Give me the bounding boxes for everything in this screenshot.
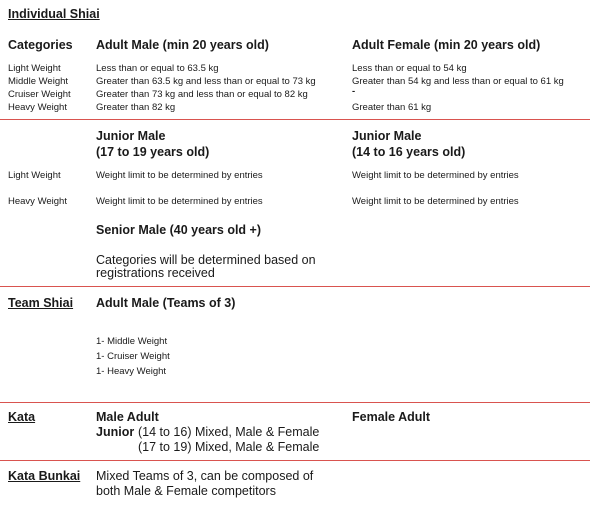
divider: [0, 460, 590, 461]
kata-title: Kata: [8, 410, 36, 424]
adult-male-cruiser: Greater than 73 kg and less than or equal to 82 kg: [96, 89, 308, 100]
divider: [0, 402, 590, 403]
adult-female-heavy: Greater than 61 kg: [352, 102, 432, 113]
adult-male-light: Less than or equal to 63.5 kg: [96, 63, 219, 74]
kata-bunkai-line-2: both Male & Female competitors: [96, 484, 276, 498]
junior-a-heavy: Weight limit to be determined by entries: [96, 196, 263, 207]
senior-male-heading: Senior Male (40 years old +): [96, 223, 261, 237]
individual-shiai-title: Individual Shiai: [8, 7, 100, 21]
team-shiai-title: Team Shiai: [8, 296, 74, 310]
category-heavy: Heavy Weight: [8, 102, 67, 113]
junior-b-heavy: Weight limit to be determined by entries: [352, 196, 519, 207]
adult-female-middle: Greater than 54 kg and less than or equal to 61 kg: [352, 76, 564, 87]
junior-a-light: Weight limit to be determined by entries: [96, 170, 263, 181]
kata-bunkai-title: Kata Bunkai: [8, 469, 81, 483]
adult-male-heavy: Greater than 82 kg: [96, 102, 176, 113]
junior-male-heading-b: Junior Male: [352, 129, 422, 143]
category-light: Light Weight: [8, 63, 61, 74]
team-item-middle: 1- Middle Weight: [96, 336, 168, 347]
junior-category-heavy: Heavy Weight: [8, 196, 67, 207]
kata-male-adult: Male Adult: [96, 410, 159, 424]
adult-male-middle: Greater than 63.5 kg and less than or equal to 73 kg: [96, 76, 316, 87]
team-item-heavy: 1- Heavy Weight: [96, 366, 167, 377]
adult-female-light: Less than or equal to 54 kg: [352, 63, 467, 74]
adult-male-heading: Adult Male (min 20 years old): [96, 38, 269, 52]
senior-note-line-2: registrations received: [96, 266, 215, 280]
categories-label: Categories: [8, 38, 73, 52]
senior-note-line-1: Categories will be determined based on: [96, 253, 316, 267]
divider: [0, 119, 590, 120]
junior-b-light: Weight limit to be determined by entries: [352, 170, 519, 181]
category-cruiser: Cruiser Weight: [8, 89, 71, 100]
kata-junior-label: Junior: [96, 425, 135, 439]
divider: [0, 286, 590, 287]
kata-junior-line-2: (17 to 19) Mixed, Male & Female: [138, 440, 320, 454]
adult-female-heading: Adult Female (min 20 years old): [352, 38, 541, 52]
junior-category-light: Light Weight: [8, 170, 61, 181]
kata-female-adult: Female Adult: [352, 410, 431, 424]
junior-male-heading-a: Junior Male: [96, 129, 166, 143]
category-middle: Middle Weight: [8, 76, 69, 87]
adult-female-cruiser: -: [352, 86, 356, 97]
team-adult-male-heading: Adult Male (Teams of 3): [96, 296, 236, 310]
kata-junior-line-1: (14 to 16) Mixed, Male & Female: [138, 425, 320, 439]
team-item-cruiser: 1- Cruiser Weight: [96, 351, 170, 362]
junior-male-age-b: (14 to 16 years old): [352, 145, 466, 159]
junior-male-age-a: (17 to 19 years old): [96, 145, 210, 159]
kata-bunkai-line-1: Mixed Teams of 3, can be composed of: [96, 469, 314, 483]
